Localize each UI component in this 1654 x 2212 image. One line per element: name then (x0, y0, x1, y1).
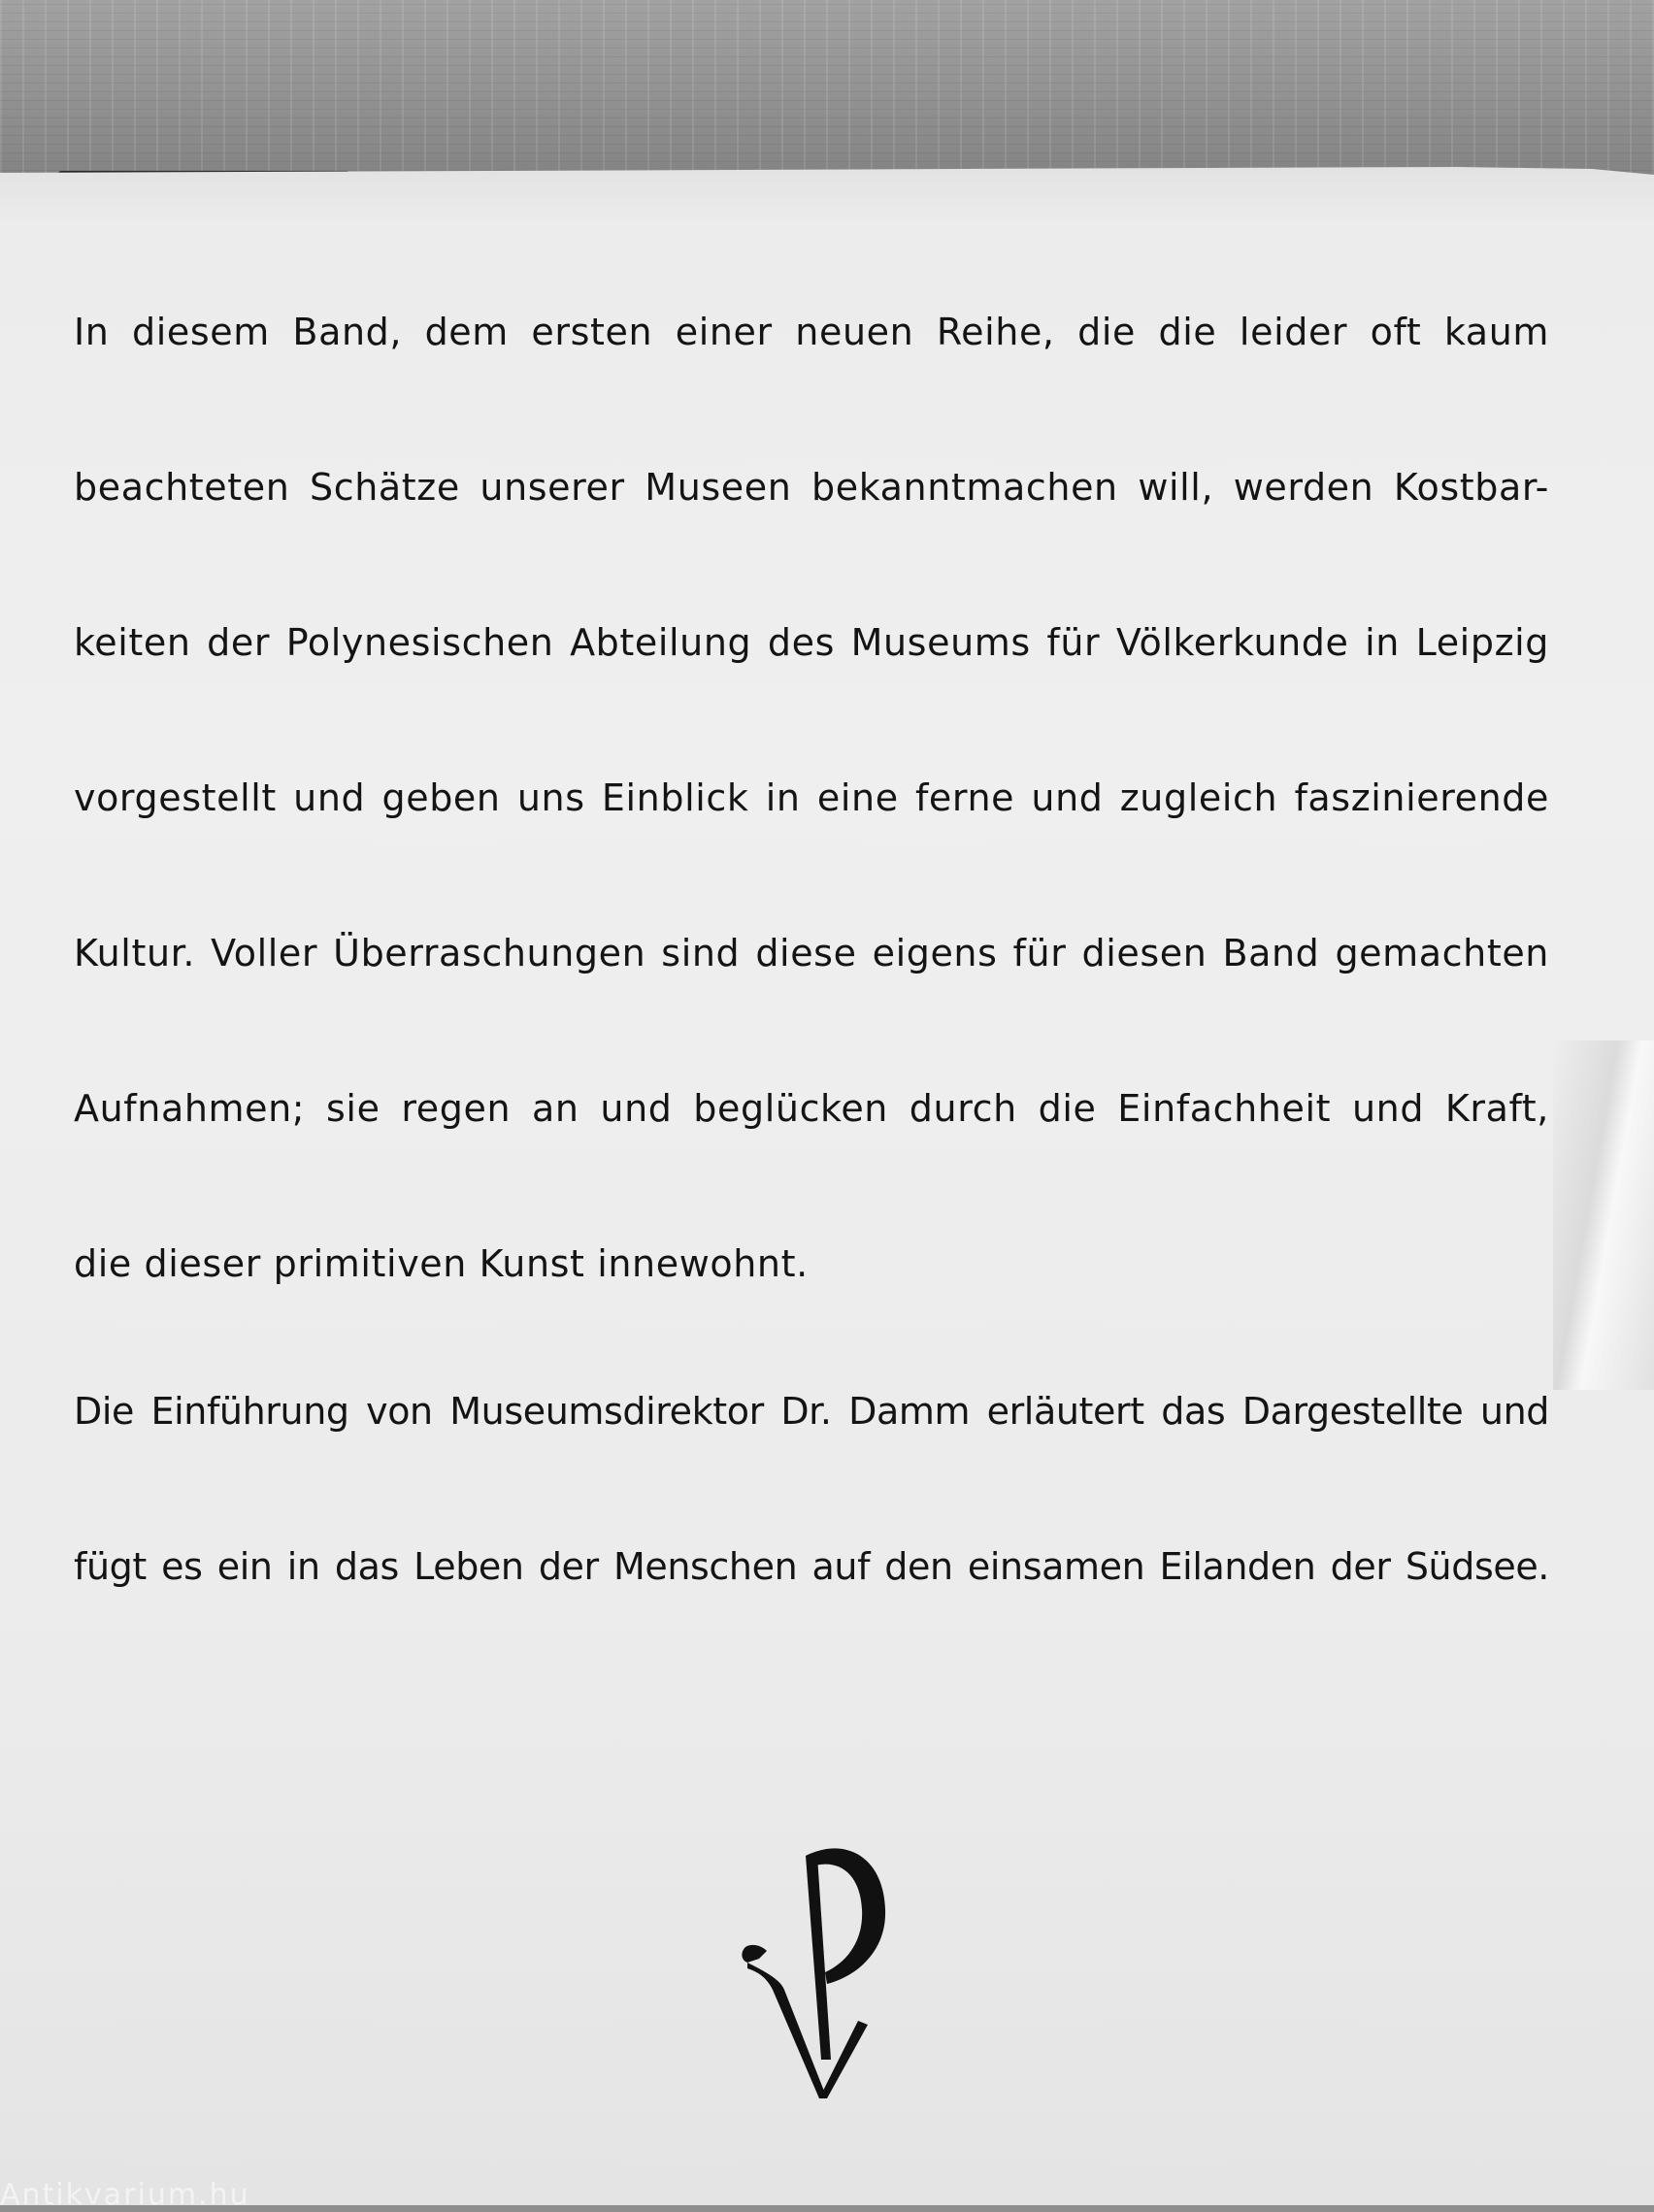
text-line: fügt es ein in das Leben der Menschen auf den einsamen Eilanden der Südsee. (74, 1545, 1549, 1588)
text-line: Kultur. Voller Überraschungen sind diese eigens für diesen Band gemachten (74, 932, 1549, 974)
text-line: In diesem Band, dem ersten einer neuen Reihe, die die leider oft kaum (74, 311, 1549, 353)
text-line: beachteten Schätze unserer Museen bekanntmachen will, werden Kostbar- (74, 466, 1549, 509)
text-line: Aufnahmen; sie regen an und beglücken durch die Einfachheit und Kraft, (74, 1087, 1549, 1130)
body-text (74, 309, 1549, 1699)
monogram-arrow-tip (742, 1945, 767, 1963)
page-fold (1553, 1040, 1654, 1390)
text-line: vorgestellt und geben uns Einblick in eine ferne und zugleich faszinierende (74, 776, 1549, 819)
text-line: keiten der Polynesischen Abteilung des Museums für Völkerkunde in Leipzig (74, 621, 1549, 664)
watermark: Antikvarium.hu (0, 2178, 250, 2212)
monogram-stem (806, 1856, 831, 2060)
publisher-monogram-icon (738, 1817, 893, 2108)
text-line: Die Einführung von Museumsdirektor Dr. Damm erläutert das Dargestellte und (74, 1390, 1549, 1433)
monogram-arrow-left (747, 1963, 827, 2098)
text-line: die dieser primitiven Kunst innewohnt. (74, 1242, 809, 1285)
